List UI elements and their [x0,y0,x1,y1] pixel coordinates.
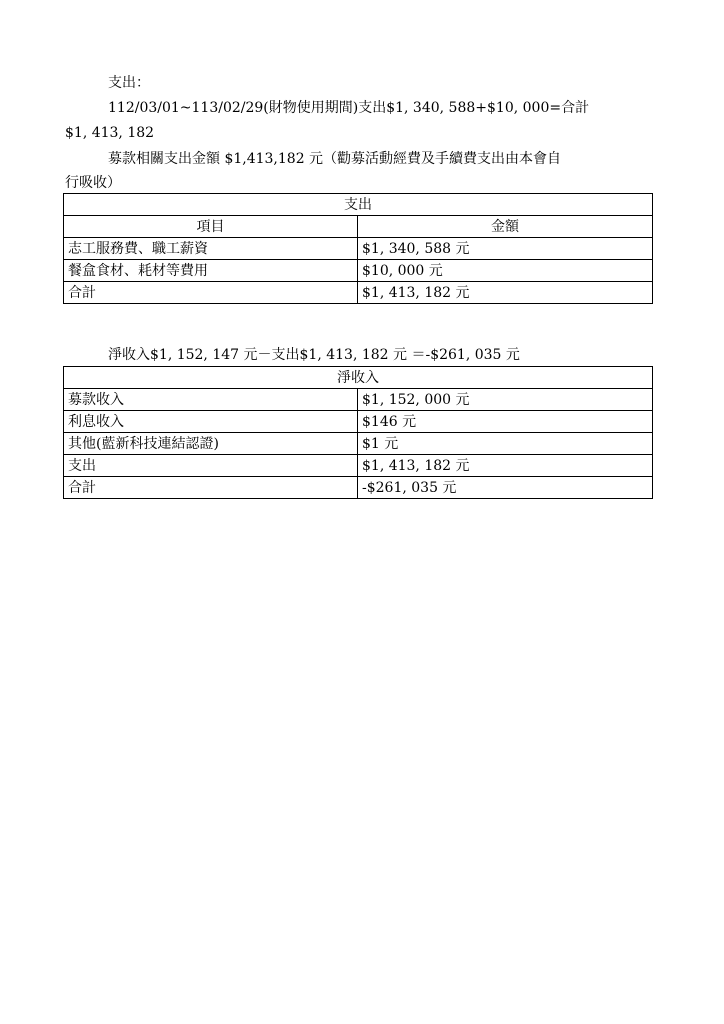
table-header-row [64,216,653,238]
row-amount: $10, 000 元 [358,260,653,282]
row-item: 募款收入 [64,389,358,411]
table-title-row [64,367,653,389]
expense-table [63,193,653,304]
table-row [64,389,653,411]
table-row [64,455,653,477]
row-amount: $1, 152, 000 元 [358,389,653,411]
header-amount: 金額 [358,216,653,238]
section-heading: 支出： [108,75,150,91]
fundraising-expense-line-cont: 行吸收） [65,175,121,191]
row-item: 支出 [64,455,358,477]
row-amount: $1 元 [358,433,653,455]
net-income-table [63,366,653,499]
row-amount: -$261, 035 元 [358,477,653,499]
net-table-title: 淨收入 [64,367,653,389]
row-item: 合計 [64,477,358,499]
header-item: 項目 [64,216,358,238]
row-amount: $1, 413, 182 元 [358,282,653,304]
period-expense-line: 112/03/01~113/02/29(財物使用期間)支出$1, 340, 588+$10, 000=合計 [108,100,590,116]
row-item: 利息收入 [64,411,358,433]
net-income-line: 淨收入$1, 152, 147 元－支出$1, 413, 182 元 ＝-$261, 035 元 [108,347,520,363]
table-title-row [64,194,653,216]
row-item: 合計 [64,282,358,304]
table-row [64,260,653,282]
table-row [64,433,653,455]
table-row [64,477,653,499]
table-row [64,238,653,260]
table-row [64,411,653,433]
row-item: 其他(藍新科技連結認證) [64,433,358,455]
expense-table-title: 支出 [64,194,653,216]
row-amount: $1, 413, 182 元 [358,455,653,477]
row-amount: $146 元 [358,411,653,433]
row-item: 志工服務費、職工薪資 [64,238,358,260]
row-item: 餐盒食材、耗材等費用 [64,260,358,282]
row-amount: $1, 340, 588 元 [358,238,653,260]
period-expense-total: $1, 413, 182 [65,125,155,141]
table-row [64,282,653,304]
fundraising-expense-line: 募款相關支出金額 $1,413,182 元（勸募活動經費及手續費支出由本會自 [108,151,562,167]
